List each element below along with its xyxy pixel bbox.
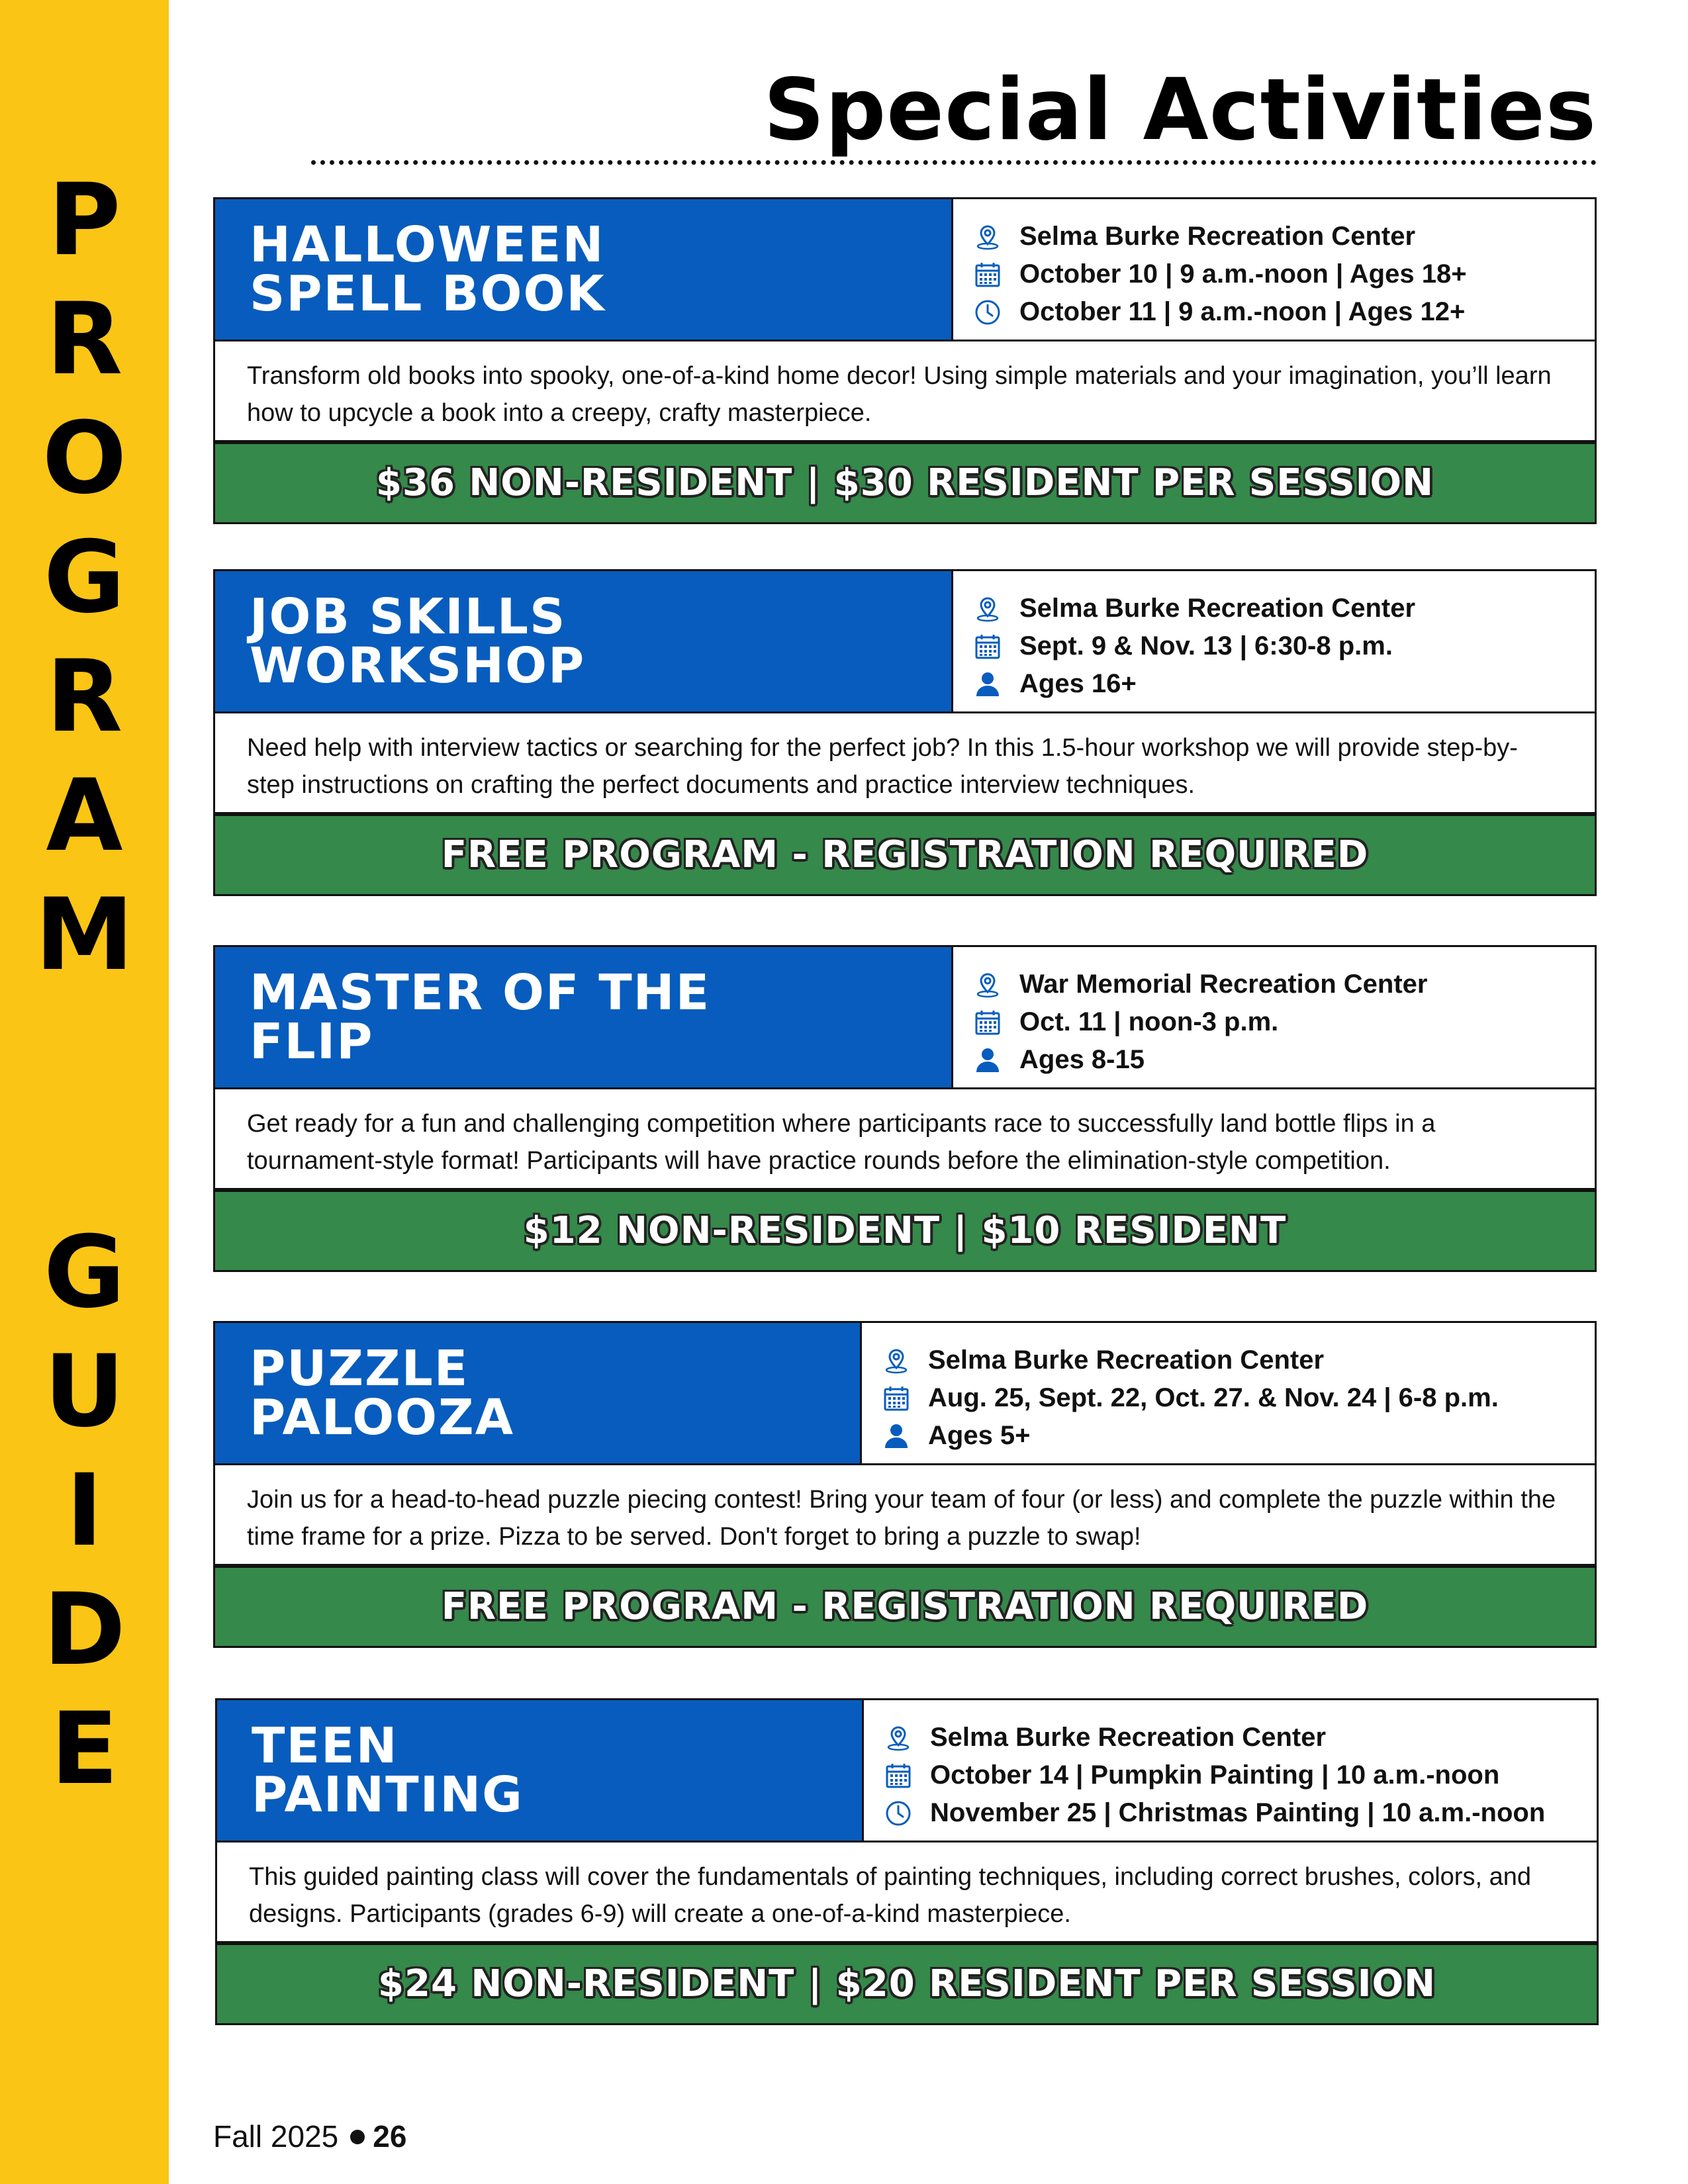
title-dotted-divider	[311, 160, 1597, 165]
clock-icon	[973, 298, 1002, 327]
footer-season: Fall 2025	[213, 2119, 339, 2154]
info-row-date	[953, 1003, 1595, 1041]
activity-info-box	[951, 197, 1597, 341]
activity-title-line: PAINTING	[252, 1766, 524, 1823]
activity-title-line: MASTER OF THE	[250, 964, 711, 1021]
info-date-text: Sept. 9 & Nov. 13 | 6:30-8 p.m.	[1019, 631, 1393, 660]
info-row-ages	[953, 665, 1595, 703]
sidebar-letter: E	[50, 1692, 118, 1807]
info-location-text: Selma Burke Recreation Center	[1019, 222, 1416, 251]
location-pin-icon	[973, 222, 1002, 251]
activity-info-box	[951, 569, 1597, 713]
activity-title	[250, 1340, 514, 1446]
activity-price-text: $12 NON-RESIDENT | $10 RESIDENT	[523, 1209, 1287, 1252]
sidebar-letter: R	[46, 282, 123, 397]
activity-description	[213, 1089, 1597, 1190]
location-pin-icon	[884, 1723, 913, 1752]
activity-info-box	[860, 1321, 1597, 1465]
activity-description-text: This guided painting class will cover the fundamentals of painting techniques, including correct brushes, colors, and designs. Participants (grades 6-9) will create a one-of-a-kind masterpiece.	[249, 1863, 1531, 1928]
sidebar-letter: A	[46, 758, 123, 874]
page-title: Special Activities	[763, 61, 1597, 159]
sidebar-letter: M	[34, 878, 134, 993]
activity-description	[215, 1843, 1599, 1943]
activity-price-bar	[213, 1566, 1597, 1648]
activity-title-box	[213, 945, 953, 1089]
activity-title-box	[213, 1321, 862, 1465]
info-time-text: October 11 | 9 a.m.-noon | Ages 12+	[1019, 297, 1466, 326]
info-row-location	[953, 590, 1595, 627]
activity-title-line: TEEN	[252, 1717, 399, 1774]
activity-description-text: Transform old books into spooky, one-of-a-kind home decor! Using simple materials and your imagination, you’ll learn how to upcycle a book into a creepy, crafty masterpiece.	[247, 362, 1552, 427]
activity-title-line: SPELL BOOK	[250, 265, 606, 322]
sidebar-letter: G	[43, 520, 126, 635]
activity-title	[250, 588, 586, 694]
person-icon	[973, 1046, 1002, 1075]
info-location-text: War Memorial Recreation Center	[1019, 970, 1428, 999]
activity-description-text: Get ready for a fun and challenging competition where participants race to successfully land bottle flips in a tournament-style format! Participants will have practice rounds before the elimination-style competition.	[247, 1110, 1436, 1175]
activity-price-text: $36 NON-RESIDENT | $30 RESIDENT PER SESSION	[376, 461, 1434, 504]
calendar-icon	[973, 1008, 1002, 1037]
activity-description	[213, 341, 1597, 442]
info-date-text: Aug. 25, Sept. 22, Oct. 27. & Nov. 24 | 6-8 p.m.	[928, 1383, 1499, 1412]
info-date-text: Oct. 11 | noon-3 p.m.	[1019, 1007, 1279, 1036]
activity-title-line: HALLOWEEN	[250, 216, 605, 273]
calendar-icon	[884, 1761, 913, 1790]
activity-price-bar	[213, 1190, 1597, 1272]
activity-description-text: Need help with interview tactics or searching for the perfect job? In this 1.5-hour workshop we will provide step-by-step instructions on crafting the perfect documents and practice interview techniques.	[247, 734, 1518, 799]
activity-title-box	[213, 569, 953, 713]
location-pin-icon	[882, 1346, 911, 1375]
location-pin-icon	[973, 970, 1002, 999]
info-location-text: Selma Burke Recreation Center	[1019, 594, 1416, 623]
activity-title-line: FLIP	[250, 1013, 374, 1070]
info-row-location	[953, 218, 1595, 255]
info-location-text: Selma Burke Recreation Center	[928, 1345, 1325, 1375]
sidebar-letter: G	[43, 1215, 126, 1330]
info-row-date	[864, 1756, 1597, 1794]
info-ages-text: Ages 8-15	[1019, 1045, 1145, 1074]
activity-info-box	[951, 945, 1597, 1089]
activity-price-text: FREE PROGRAM - REGISTRATION REQUIRED	[441, 1585, 1369, 1628]
sidebar-letter: U	[44, 1334, 125, 1449]
info-ages-text: Ages 5+	[928, 1421, 1031, 1450]
activity-description	[213, 1465, 1597, 1566]
info-row-date	[862, 1379, 1595, 1417]
sidebar-letter: P	[48, 163, 121, 278]
info-location-text: Selma Burke Recreation Center	[930, 1723, 1327, 1752]
activity-title-line: PUZZLE	[250, 1340, 469, 1397]
info-time-text: November 25 | Christmas Painting | 10 a.m.-noon	[930, 1798, 1546, 1827]
info-row-date	[953, 255, 1595, 293]
info-ages-text: Ages 16+	[1019, 669, 1137, 698]
clock-icon	[884, 1799, 913, 1828]
activity-info-box	[862, 1698, 1599, 1843]
activity-price-text: $24 NON-RESIDENT | $20 RESIDENT PER SESSION	[378, 1962, 1436, 2005]
info-date-text: October 10 | 9 a.m.-noon | Ages 18+	[1019, 259, 1467, 289]
sidebar-letter: R	[46, 639, 123, 754]
info-date-text: October 14 | Pumpkin Painting | 10 a.m.-noon	[930, 1760, 1500, 1790]
info-row-location	[862, 1342, 1595, 1379]
activity-description	[213, 713, 1597, 814]
sidebar-letter: O	[42, 401, 127, 516]
info-row-location	[864, 1719, 1597, 1756]
info-row-date	[953, 627, 1595, 665]
activity-price-bar	[215, 1943, 1599, 2025]
program-guide-sidebar	[0, 0, 169, 2184]
activity-title	[252, 1717, 524, 1823]
person-icon	[882, 1422, 911, 1451]
sidebar-letter: D	[43, 1572, 126, 1688]
page-number: 26	[373, 2119, 407, 2154]
activity-title	[250, 216, 606, 322]
activity-price-text: FREE PROGRAM - REGISTRATION REQUIRED	[441, 833, 1369, 876]
page-footer	[213, 2118, 406, 2155]
person-icon	[973, 670, 1002, 699]
calendar-icon	[882, 1384, 911, 1413]
footer-bullet	[350, 2130, 365, 2144]
activity-title-line: WORKSHOP	[250, 637, 586, 694]
sidebar-letter: I	[66, 1453, 103, 1569]
info-row-ages	[862, 1417, 1595, 1455]
activity-title-line: JOB SKILLS	[250, 588, 567, 645]
activity-title-line: PALOOZA	[250, 1389, 514, 1446]
activity-description-text: Join us for a head-to-head puzzle piecing contest! Bring your team of four (or less) and complete the puzzle within the time frame for a prize. Pizza to be served. Don't forget to bring a puzzle to swap!	[247, 1486, 1556, 1551]
location-pin-icon	[973, 594, 1002, 623]
info-row-time	[864, 1794, 1597, 1832]
info-row-ages	[953, 1041, 1595, 1079]
activity-title-box	[215, 1698, 864, 1843]
activity-title	[250, 964, 711, 1070]
activity-price-bar	[213, 442, 1597, 524]
info-row-location	[953, 966, 1595, 1003]
activity-title-box	[213, 197, 953, 341]
calendar-icon	[973, 632, 1002, 661]
calendar-icon	[973, 260, 1002, 289]
activity-price-bar	[213, 814, 1597, 896]
info-row-time	[953, 293, 1595, 331]
